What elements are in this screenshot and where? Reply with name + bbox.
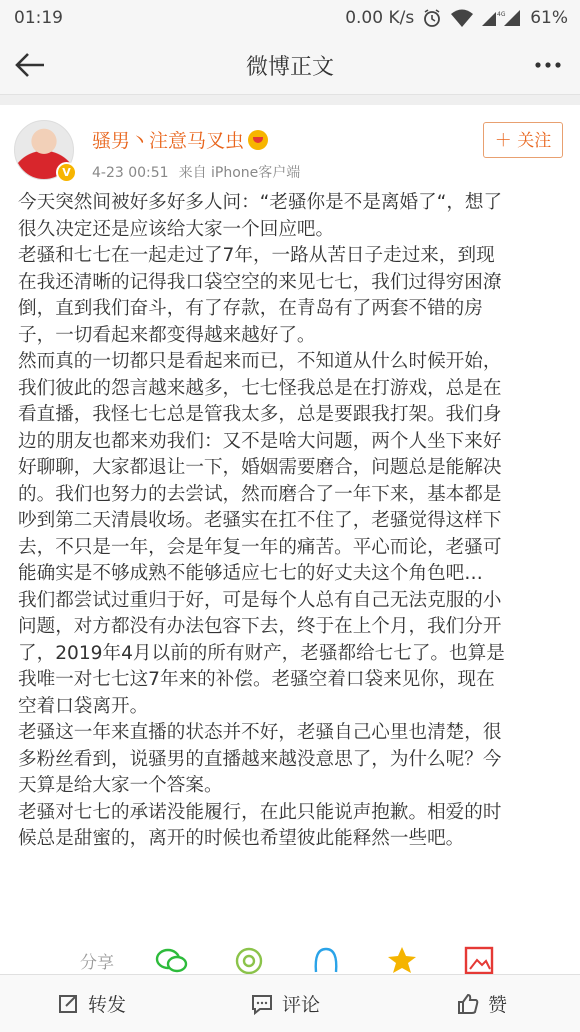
member-crown-icon xyxy=(248,130,268,150)
post-text-line: 很久决定还是应该给大家一个回应吧。 xyxy=(18,218,335,240)
section-divider xyxy=(0,95,580,105)
repost-label: 转发 xyxy=(88,994,127,1016)
post-text-line: 边的朋友也都来劝我们：又不是啥大问题，两个人坐下来好 xyxy=(18,430,502,452)
status-time: 01:19 xyxy=(14,8,63,28)
post-text-line: 问题，对方都没有办法包容下去，终于在上个月，我们分开 xyxy=(18,616,502,637)
comment-label: 评论 xyxy=(282,994,321,1016)
plus-icon: ＋ xyxy=(494,131,512,151)
share-row xyxy=(0,938,580,974)
post-text-line: 多粉丝看到，说骚男的直播越来越没意思了，为什么呢？今 xyxy=(18,748,502,770)
status-right xyxy=(345,8,568,28)
post-text-line: 候总是甜蜜的，离开的时候也希望彼此能释然一些吧。 xyxy=(18,828,465,849)
post-text-line: 看直播，我怪七七总是管我太多，总是要跟我打架。我们身 xyxy=(18,404,502,425)
post-text-line: 老骚和七七在一起走过了7年，一路从苦日子走过来，到现 xyxy=(18,245,495,266)
like-label: 赞 xyxy=(488,994,508,1016)
image-share-icon[interactable] xyxy=(462,944,496,974)
more-icon[interactable] xyxy=(530,50,566,80)
svg-text:4G: 4G xyxy=(497,11,506,18)
post-text-line: 老骚对七七的承诺没能履行，在此只能说声抱歉。相爱的时 xyxy=(18,801,502,823)
qzone-icon[interactable] xyxy=(385,944,419,974)
wechat-icon[interactable] xyxy=(155,944,189,974)
post-text-line: 我唯一对七七这7年来的补偿。老骚空着口袋来见你，现在 xyxy=(18,669,495,690)
page-title: 微博正文 xyxy=(245,55,334,80)
repost-icon xyxy=(56,992,80,1016)
post-text-line: 然而真的一切都只是看起来而已，不知道从什么时候开始， xyxy=(18,351,502,372)
status-bar xyxy=(0,0,580,36)
comment-icon xyxy=(250,992,274,1016)
post-timestamp: 4-23 00:51 xyxy=(92,165,169,181)
post-text-line: 子，一切看起来都变得越来越好了。 xyxy=(18,324,316,346)
post-text-line: 在我还清晰的记得我口袋空空的来见七七，我们过得穷困潦 xyxy=(18,271,502,293)
qq-icon[interactable] xyxy=(309,944,343,974)
like-button[interactable] xyxy=(456,975,507,1032)
post-text-line: 空着口袋离开。 xyxy=(18,695,149,717)
post-text-line: 我们都尝试过重归于好，可是每个人总有自己无法克服的小 xyxy=(18,589,502,611)
post-meta xyxy=(92,162,310,182)
post-text-line: 老骚这一年来直播的状态并不好，老骚自己心里也清楚，很 xyxy=(18,722,502,743)
post-source: 来自 iPhone客户端 xyxy=(178,165,301,181)
follow-button[interactable] xyxy=(483,122,563,158)
thumbs-up-icon xyxy=(456,992,480,1016)
moments-icon[interactable] xyxy=(232,944,266,974)
network-speed: 0.00 K/s xyxy=(345,8,415,28)
nav-bar xyxy=(0,36,580,95)
signal-icon xyxy=(482,8,522,28)
post-text-line: 了，2019年4月以前的所有财产，老骚都给七七了。也算是 xyxy=(18,642,505,664)
author-name[interactable]: 骚男丶注意马叉虫 xyxy=(92,130,245,152)
repost-button[interactable] xyxy=(56,975,126,1032)
comment-button[interactable] xyxy=(250,975,320,1032)
share-label: 分享 xyxy=(80,953,114,973)
verified-badge-icon: V xyxy=(56,162,77,183)
post-text-line: 今天突然间被好多好多人问：“老骚你是不是离婚了“，想了 xyxy=(18,192,503,213)
post-text-line: 倒，直到我们奋斗，有了存款，在青岛有了两套不错的房 xyxy=(18,298,483,319)
follow-label: 关注 xyxy=(517,131,552,151)
post-text-line: 好聊聊，大家都退让一下，婚姻需要磨合，问题总是能解决 xyxy=(18,457,502,478)
post-text-line: 我们彼此的怨言越来越多，七七怪我总是在打游戏，总是在 xyxy=(18,377,502,399)
wifi-icon xyxy=(450,8,474,28)
battery-level: 61% xyxy=(530,8,568,28)
action-bar xyxy=(0,974,580,1032)
alarm-icon xyxy=(422,8,442,28)
post-author[interactable] xyxy=(92,126,268,153)
post-text-line: 能确实是不够成熟不能够适应七七的好丈夫这个角色吧… xyxy=(18,563,483,584)
post-body xyxy=(18,190,566,853)
post-text-line: 天算是给大家一个答案。 xyxy=(18,775,223,796)
post-text-line: 吵到第二天清晨收场。老骚实在扛不住了，老骚觉得这样下 xyxy=(18,510,502,531)
post-text-line: 的。我们也努力的去尝试，然而磨合了一年下来，基本都是 xyxy=(18,483,502,505)
post-text-line: 去，不只是一年，会是年复一年的痛苦。平心而论，老骚可 xyxy=(18,536,502,558)
